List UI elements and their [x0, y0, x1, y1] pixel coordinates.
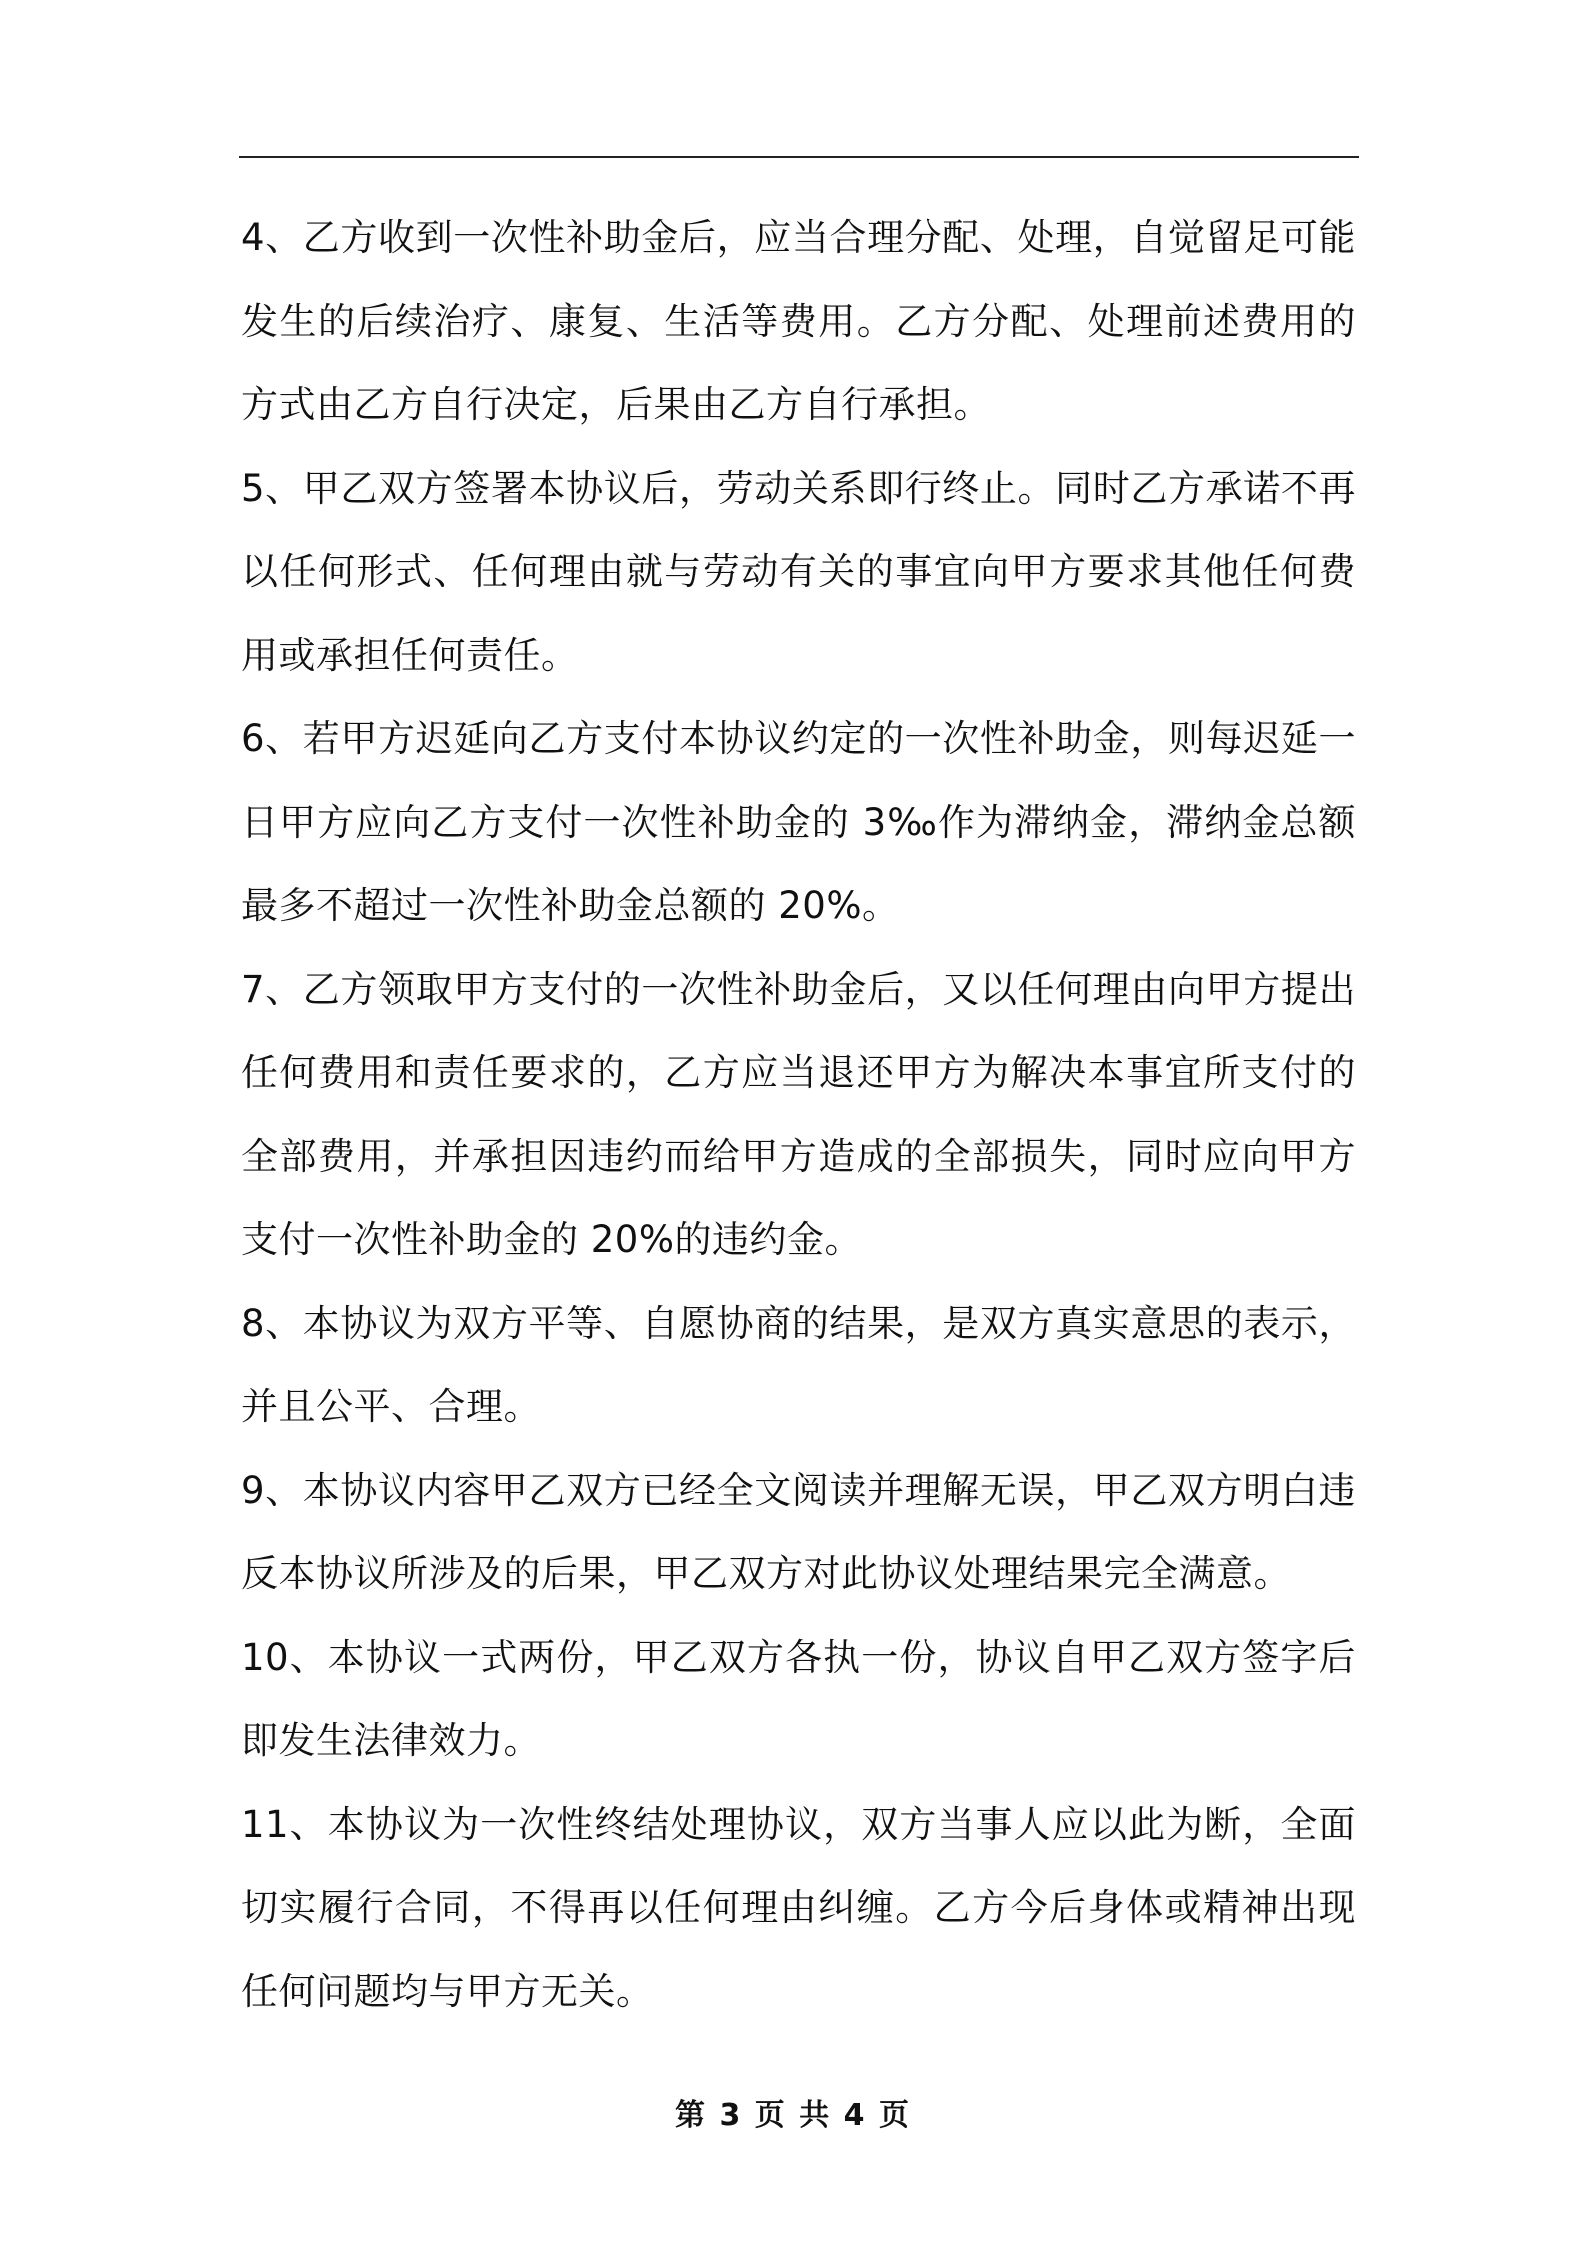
clause-9: 9、本协议内容甲乙双方已经全文阅读并理解无误，甲乙双方明白违反本协议所涉及的后果，甲乙双方对此协议处理结果完全满意。 [241, 1468, 1356, 1595]
clause-4: 4、乙方收到一次性补助金后，应当合理分配、处理，自觉留足可能发生的后续治疗、康复、生活等费用。乙方分配、处理前述费用的方式由乙方自行决定，后果由乙方自行承担。 [241, 216, 1356, 426]
header-rule [239, 156, 1359, 158]
clause-11: 11、本协议为一次性终结处理协议，双方当事人应以此为断，全面切实履行合同，不得再以任何理由纠缠。乙方今后身体或精神出现任何问题均与甲方无关。 [241, 1802, 1356, 2013]
clause-6: 6、若甲方迟延向乙方支付本协议约定的一次性补助金，则每迟延一日甲方应向乙方支付一次性补助金的 3‰作为滞纳金，滞纳金总额最多不超过一次性补助金总额的 20%。 [241, 717, 1356, 927]
clause-5: 5、甲乙双方签署本协议后，劳动关系即行终止。同时乙方承诺不再以任何形式、任何理由就与劳动有关的事宜向甲方要求其他任何费用或承担任何责任。 [241, 466, 1356, 677]
agreement-body [241, 196, 1356, 2033]
page-number-footer: 第 3 页 共 4 页 [675, 2098, 911, 2133]
clause-10: 10、本协议一式两份，甲乙双方各执一份，协议自甲乙双方签字后即发生法律效力。 [241, 1635, 1356, 1762]
clause-7: 7、乙方领取甲方支付的一次性补助金后，又以任何理由向甲方提出任何费用和责任要求的，乙方应当退还甲方为解决本事宜所支付的全部费用，并承担因违约而给甲方造成的全部损失，同时应向甲方支付一次性补助金的 20%的违约金。 [241, 967, 1356, 1261]
clause-8: 8、本协议为双方平等、自愿协商的结果，是双方真实意思的表示，并且公平、合理。 [241, 1301, 1356, 1428]
